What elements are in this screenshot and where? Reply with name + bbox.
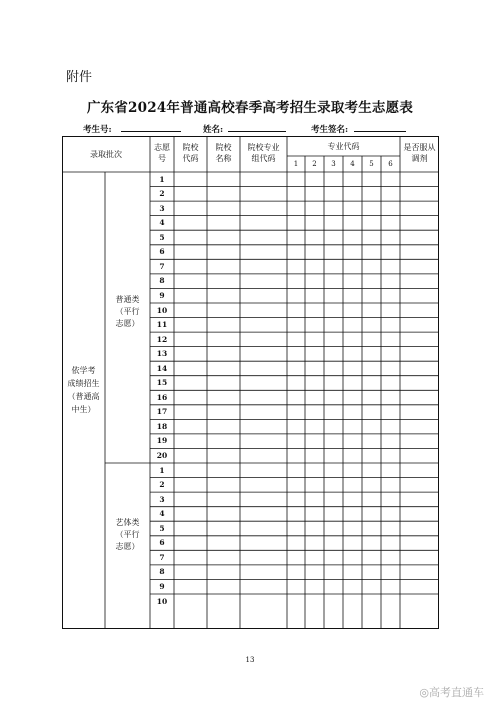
header-group-code: 院校专业 组代码 bbox=[247, 143, 280, 163]
major-col-3: 3 bbox=[331, 160, 336, 168]
watermark: ◎高考直通车 bbox=[419, 686, 484, 699]
header-batch: 录取批次 bbox=[90, 150, 122, 159]
wish-table bbox=[62, 136, 439, 629]
wish-number: 14 bbox=[156, 363, 168, 373]
wish-number: 6 bbox=[159, 247, 165, 257]
wish-row[interactable] bbox=[174, 507, 439, 522]
wish-row[interactable] bbox=[174, 172, 439, 187]
wish-number: 8 bbox=[159, 567, 165, 577]
form-title: 广东省2024年普通高校春季高考招生录取考生志愿表 bbox=[86, 100, 414, 116]
wish-number: 10 bbox=[156, 596, 168, 606]
wish-row[interactable] bbox=[174, 565, 439, 580]
wish-number: 7 bbox=[159, 261, 165, 271]
wish-number: 1 bbox=[159, 465, 165, 475]
wish-number: 15 bbox=[156, 378, 168, 388]
wish-row[interactable] bbox=[174, 230, 439, 245]
wish-number: 4 bbox=[159, 218, 165, 228]
wish-number: 4 bbox=[159, 509, 165, 519]
wish-number: 6 bbox=[159, 538, 165, 548]
wish-row[interactable] bbox=[174, 594, 439, 609]
wish-number: 12 bbox=[156, 334, 168, 344]
wish-row[interactable] bbox=[174, 303, 439, 318]
wish-number: 19 bbox=[156, 436, 168, 446]
wish-number: 8 bbox=[159, 276, 165, 286]
wish-number: 18 bbox=[156, 421, 168, 431]
wish-number: 1 bbox=[159, 174, 165, 184]
signature-label: 考生签名: bbox=[311, 125, 349, 135]
wish-row[interactable] bbox=[174, 448, 439, 463]
wish-row[interactable] bbox=[174, 521, 439, 536]
wish-number: 3 bbox=[159, 494, 165, 504]
wish-number: 2 bbox=[159, 480, 165, 490]
header-school-name: 院校 名称 bbox=[215, 143, 232, 163]
wish-row[interactable] bbox=[174, 579, 439, 594]
major-col-2: 2 bbox=[312, 160, 317, 168]
wish-number: 11 bbox=[156, 320, 168, 329]
wish-number: 16 bbox=[156, 392, 168, 402]
exam-number-label: 考生号: bbox=[83, 125, 112, 135]
wish-number: 10 bbox=[156, 305, 168, 315]
attachment-label: 附件 bbox=[66, 70, 93, 85]
wish-row[interactable] bbox=[174, 187, 439, 202]
signature-field[interactable] bbox=[354, 131, 406, 132]
wish-row[interactable] bbox=[174, 216, 439, 231]
wish-row[interactable] bbox=[174, 376, 439, 391]
wish-row[interactable] bbox=[174, 492, 439, 507]
wish-row[interactable] bbox=[174, 347, 439, 362]
name-label: 姓名: bbox=[203, 125, 224, 135]
wish-number: 9 bbox=[159, 581, 165, 591]
wish-row[interactable] bbox=[174, 419, 439, 434]
page-number: 13 bbox=[245, 656, 255, 664]
major-col-1: 1 bbox=[293, 160, 299, 168]
wish-number: 9 bbox=[159, 290, 165, 300]
wish-row[interactable] bbox=[174, 332, 439, 347]
group-general: 普通类 （平行 志愿） bbox=[115, 295, 140, 328]
header-school-code: 院校 代码 bbox=[182, 143, 199, 163]
wish-row[interactable] bbox=[174, 463, 439, 478]
wish-row[interactable] bbox=[174, 259, 439, 274]
wish-number: 2 bbox=[159, 189, 165, 198]
wish-row[interactable] bbox=[174, 201, 439, 216]
major-col-6: 6 bbox=[388, 160, 393, 168]
batch-name: 依学考 成绩招生 （普通高 中生） bbox=[67, 366, 100, 414]
wish-number: 13 bbox=[156, 349, 168, 359]
wish-number: 3 bbox=[159, 203, 165, 213]
wish-row[interactable] bbox=[174, 245, 439, 260]
major-col-4: 4 bbox=[350, 160, 355, 168]
header-major-code: 专业代码 bbox=[327, 142, 360, 151]
name-field[interactable] bbox=[228, 131, 286, 132]
group-art-sports: 艺体类 （平行 志愿） bbox=[115, 518, 140, 551]
wish-row[interactable] bbox=[174, 318, 439, 333]
wish-row[interactable] bbox=[174, 361, 439, 376]
wish-number: 17 bbox=[156, 407, 168, 417]
header-adjust: 是否服从 调剂 bbox=[403, 143, 436, 163]
wish-row[interactable] bbox=[174, 274, 439, 289]
major-col-5: 5 bbox=[369, 160, 374, 168]
wish-row[interactable] bbox=[174, 478, 439, 493]
wish-number: 20 bbox=[156, 450, 168, 460]
wish-row[interactable] bbox=[174, 288, 439, 303]
wish-row[interactable] bbox=[174, 405, 439, 420]
exam-number-field[interactable] bbox=[121, 131, 181, 132]
header-wish-no: 志愿 号 bbox=[154, 143, 170, 163]
wish-row[interactable] bbox=[174, 434, 439, 449]
wish-number: 5 bbox=[159, 523, 165, 533]
wish-number: 5 bbox=[159, 232, 165, 242]
wish-row[interactable] bbox=[174, 536, 439, 551]
wish-number: 7 bbox=[159, 552, 165, 562]
wish-row[interactable] bbox=[174, 550, 439, 565]
wish-row[interactable] bbox=[174, 390, 439, 405]
